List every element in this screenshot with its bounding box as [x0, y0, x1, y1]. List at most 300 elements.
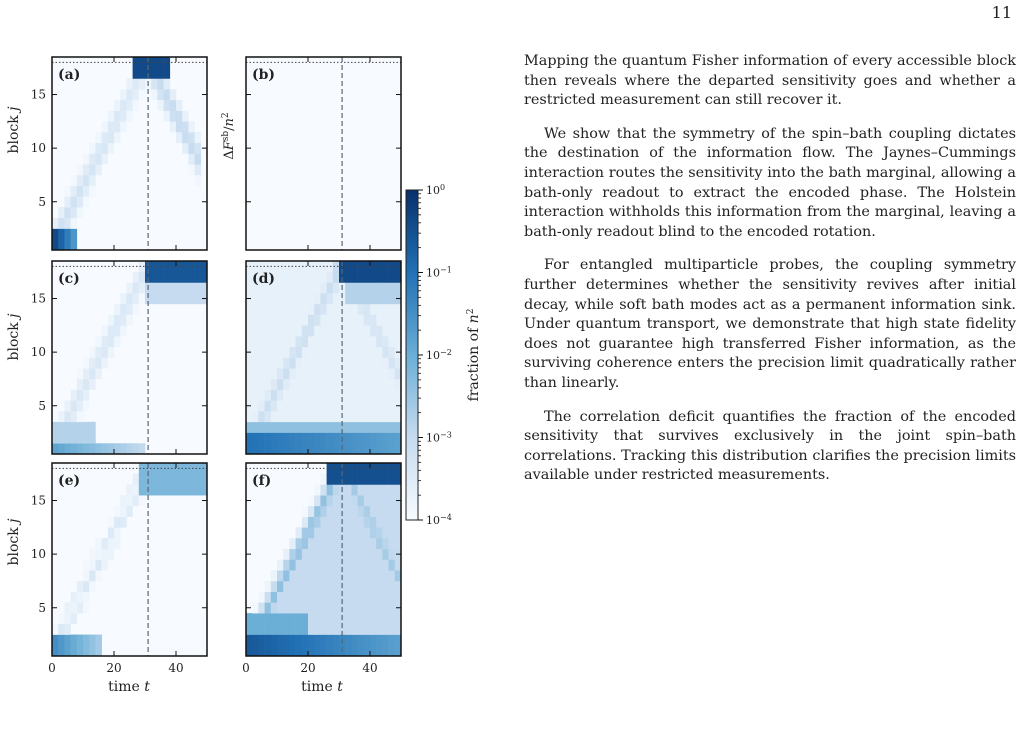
heatmap-cell — [83, 602, 90, 613]
heatmap-cell — [320, 315, 327, 326]
heatmap-cell — [358, 282, 365, 293]
x-tick-label: 0 — [48, 661, 56, 675]
heatmap-cell — [102, 336, 109, 347]
heatmap-cell — [289, 433, 296, 444]
heatmap-cell — [308, 379, 315, 390]
heatmap-cell — [252, 613, 259, 624]
heatmap-cell — [176, 100, 183, 111]
heatmap-cell — [108, 549, 115, 560]
heatmap-cell — [364, 495, 371, 506]
heatmap-cell — [351, 368, 358, 379]
heatmap-cell — [182, 272, 189, 283]
heatmap-cell — [289, 560, 296, 571]
heatmap-cell — [188, 282, 195, 293]
heatmap-panel — [242, 463, 401, 675]
heatmap-cell — [320, 474, 327, 485]
heatmap-cell — [246, 433, 253, 444]
heatmap-cell — [271, 645, 278, 656]
heatmap-cell — [327, 336, 334, 347]
heatmap-cell — [71, 635, 78, 646]
heatmap-cell — [120, 121, 127, 132]
heatmap-cell — [108, 325, 115, 336]
heatmap-cell — [126, 282, 132, 293]
heatmap-cell — [83, 164, 90, 175]
heatmap-cell — [296, 560, 303, 571]
heatmap-cell — [265, 433, 272, 444]
heatmap-cell — [120, 111, 127, 122]
heatmap-cell — [333, 390, 340, 401]
heatmap-cell — [265, 336, 272, 347]
heatmap-cell — [176, 282, 183, 293]
heatmap-cell — [283, 358, 290, 369]
heatmap-cell — [89, 443, 96, 454]
heatmap-cell — [265, 443, 272, 454]
heatmap-cell — [364, 347, 371, 358]
heatmap-cell — [314, 538, 321, 549]
heatmap-cell — [289, 282, 296, 293]
heatmap-cell — [252, 358, 259, 369]
heatmap-cell — [327, 581, 334, 592]
heatmap-cell — [370, 495, 377, 506]
heatmap-cell — [370, 443, 377, 454]
heatmap-cell — [370, 411, 377, 422]
heatmap-cell — [308, 592, 315, 603]
heatmap-cell — [382, 411, 389, 422]
heatmap-cell — [351, 422, 358, 433]
heatmap-cell — [351, 282, 358, 293]
heatmap-cell — [327, 272, 334, 283]
heatmap-cell — [277, 282, 284, 293]
heatmap-cell — [296, 411, 303, 422]
heatmap-cell — [351, 272, 358, 283]
heatmap-cell — [58, 422, 64, 433]
heatmap-cell — [382, 484, 389, 495]
heatmap-cell — [376, 517, 383, 528]
heatmap-cell — [252, 645, 259, 656]
heatmap-cell — [308, 570, 315, 581]
heatmap-cell — [277, 602, 284, 613]
heatmap-cell — [108, 443, 115, 454]
heatmap-cell — [302, 390, 309, 401]
heatmap-cell — [108, 347, 115, 358]
panel-label: (f) — [252, 473, 272, 489]
heatmap-cell — [151, 282, 158, 293]
heatmap-cell — [265, 581, 272, 592]
heatmap-cell — [289, 581, 296, 592]
heatmap-cell — [314, 517, 321, 528]
heatmap-cell — [308, 433, 315, 444]
heatmap-cell — [182, 143, 189, 154]
heatmap-cell — [133, 100, 140, 111]
heatmap-cell — [108, 527, 115, 538]
heatmap-cell — [358, 422, 365, 433]
heatmap-cell — [252, 325, 259, 336]
heatmap-cell — [58, 433, 64, 444]
heatmap-cell — [376, 613, 383, 624]
heatmap-cell — [358, 635, 365, 646]
heatmap-cell — [296, 282, 303, 293]
heatmap-cell — [182, 293, 189, 304]
heatmap-cell — [277, 422, 284, 433]
heatmap-cell — [296, 527, 303, 538]
heatmap-cell — [289, 368, 296, 379]
heatmap-cell — [314, 624, 321, 635]
heatmap-cell — [157, 89, 164, 100]
heatmap-cell — [283, 400, 290, 411]
heatmap-cell — [314, 592, 321, 603]
heatmap-panel — [31, 463, 208, 675]
heatmap-cell — [271, 315, 278, 326]
heatmap-cell — [296, 390, 303, 401]
heatmap-cell — [308, 282, 315, 293]
heatmap-cell — [95, 143, 102, 154]
heatmap-cell — [376, 293, 383, 304]
heatmap-cell — [151, 272, 158, 283]
heatmap-cell — [320, 400, 327, 411]
heatmap-cell — [277, 624, 284, 635]
heatmap-cell — [133, 78, 140, 89]
y-tick-label: 5 — [38, 398, 46, 413]
heatmap-cell — [283, 645, 290, 656]
heatmap-cell — [382, 272, 389, 283]
heatmap-cell — [351, 517, 358, 528]
heatmap-cell — [358, 336, 365, 347]
heatmap-cell — [314, 400, 321, 411]
heatmap-cell — [258, 411, 265, 422]
heatmap-cell — [95, 645, 102, 656]
heatmap-cell — [296, 400, 303, 411]
heatmap-cell — [164, 272, 171, 283]
heatmap-cell — [333, 336, 340, 347]
heatmap-cell — [77, 443, 84, 454]
heatmap-cell — [139, 282, 146, 293]
heatmap-cell — [126, 78, 132, 89]
heatmap-cell — [283, 602, 290, 613]
heatmap-cell — [302, 517, 309, 528]
heatmap-cell — [271, 433, 278, 444]
heatmap-cell — [164, 111, 171, 122]
colorbar-tick-label: $10^{-2}$ — [426, 347, 452, 362]
heatmap-cell — [151, 474, 158, 485]
panel-label: (d) — [252, 271, 276, 287]
heatmap-cell — [333, 602, 340, 613]
heatmap-cell — [327, 304, 334, 315]
heatmap-cell — [271, 581, 278, 592]
heatmap-cell — [389, 325, 396, 336]
heatmap-cell — [358, 581, 365, 592]
heatmap-cell — [252, 422, 259, 433]
heatmap-cell — [382, 624, 389, 635]
heatmap-cell — [308, 538, 315, 549]
heatmap-cell — [188, 132, 195, 143]
heatmap-cell — [351, 325, 358, 336]
heatmap-cell — [58, 624, 64, 635]
heatmap-cell — [71, 218, 78, 229]
heatmap-cell — [389, 433, 396, 444]
heatmap-cell — [58, 229, 64, 240]
heatmap-cell — [52, 422, 59, 433]
heatmap-cell — [333, 495, 340, 506]
heatmap-cell — [364, 517, 371, 528]
heatmap-cell — [376, 358, 383, 369]
heatmap-cell — [308, 495, 315, 506]
heatmap-cell — [302, 645, 309, 656]
heatmap-cell — [370, 527, 377, 538]
heatmap-cell — [308, 315, 315, 326]
heatmap-cell — [77, 422, 84, 433]
heatmap-cell — [327, 624, 334, 635]
heatmap-cell — [170, 111, 177, 122]
heatmap-cell — [95, 336, 102, 347]
panel-b-ylabel: $\Delta F^{sb}/n^2$ — [221, 112, 237, 160]
heatmap-cell — [333, 272, 340, 283]
heatmap-cell — [246, 304, 253, 315]
heatmap-cell — [95, 154, 102, 165]
heatmap-cell — [345, 506, 352, 517]
heatmap-cell — [333, 645, 340, 656]
heatmap-cell — [77, 186, 84, 197]
heatmap-cell — [358, 602, 365, 613]
heatmap-cell — [296, 549, 303, 560]
heatmap-cell — [389, 527, 396, 538]
heatmap-cell — [283, 635, 290, 646]
heatmap-cell — [120, 517, 127, 528]
heatmap-cell — [83, 570, 90, 581]
heatmap-cell — [327, 390, 334, 401]
heatmap-cell — [114, 538, 121, 549]
heatmap-cell — [376, 379, 383, 390]
heatmap-cell — [252, 379, 259, 390]
heatmap-cell — [345, 336, 352, 347]
heatmap-cell — [302, 635, 309, 646]
heatmap-cell — [83, 422, 90, 433]
heatmap-cell — [327, 293, 334, 304]
heatmap-cell — [64, 239, 71, 250]
heatmap-cell — [265, 304, 272, 315]
heatmap-cell — [252, 624, 259, 635]
heatmap-cell — [151, 293, 158, 304]
heatmap-cell — [277, 293, 284, 304]
heatmap-cell — [246, 635, 253, 646]
heatmap-cell — [327, 443, 334, 454]
heatmap-cell — [370, 422, 377, 433]
heatmap-cell — [358, 272, 365, 283]
heatmap-cell — [358, 495, 365, 506]
heatmap-cell — [382, 645, 389, 656]
heatmap-cell — [95, 538, 102, 549]
heatmap-cell — [176, 111, 183, 122]
heatmap-cell — [246, 443, 253, 454]
heatmap-cell — [308, 527, 315, 538]
heatmap-cell — [351, 315, 358, 326]
heatmap-cell — [314, 495, 321, 506]
heatmap-panel — [246, 57, 401, 250]
heatmap-cell — [296, 422, 303, 433]
heatmap-cell — [327, 560, 334, 571]
heatmap-cell — [289, 379, 296, 390]
heatmap-cell — [320, 336, 327, 347]
heatmap-cell — [370, 474, 377, 485]
heatmap-cell — [320, 538, 327, 549]
heatmap-cell — [289, 358, 296, 369]
heatmap-cell — [77, 207, 84, 218]
heatmap-cell — [382, 635, 389, 646]
heatmap-cell — [277, 592, 284, 603]
heatmap-cell — [258, 304, 265, 315]
heatmap-cell — [71, 207, 78, 218]
heatmap-cell — [296, 336, 303, 347]
heatmap-cell — [64, 196, 71, 207]
heatmap-cell — [364, 560, 371, 571]
heatmap-cell — [320, 368, 327, 379]
paragraph: For entangled multiparticle probes, the coupling symmetry further determines whether the sensitivity revives after initial decay, while soft bath modes act as a permanent information sink. Under quantum transport, we demonstrate that high state fidelity does not guarantee high transferred Fisher information, as the surviving coherence enters the precision limit quadratically rather than linearly. — [524, 257, 1016, 391]
heatmap-panel — [31, 261, 208, 454]
heatmap-cell — [333, 570, 340, 581]
heatmap-cell — [327, 411, 334, 422]
heatmap-cell — [314, 560, 321, 571]
heatmap-cell — [345, 549, 352, 560]
heatmap-cell — [252, 304, 259, 315]
heatmap-cell — [320, 506, 327, 517]
heatmap-cell — [188, 121, 195, 132]
heatmap-cell — [157, 272, 164, 283]
heatmap-cell — [308, 336, 315, 347]
x-tick-label: 40 — [362, 661, 378, 675]
heatmap-cell — [302, 315, 309, 326]
heatmap-cell — [345, 613, 352, 624]
heatmap-cell — [314, 325, 321, 336]
heatmap-cell — [52, 443, 59, 454]
heatmap-cell — [296, 581, 303, 592]
heatmap-cell — [258, 624, 265, 635]
heatmap-cell — [345, 443, 352, 454]
heatmap-cell — [246, 411, 253, 422]
heatmap-cell — [126, 89, 132, 100]
heatmap-cell — [327, 506, 334, 517]
heatmap-cell — [364, 443, 371, 454]
heatmap-cell — [283, 282, 290, 293]
heatmap-cell — [139, 474, 146, 485]
heatmap-cell — [314, 570, 321, 581]
heatmap-cell — [114, 506, 121, 517]
heatmap-cell — [302, 411, 309, 422]
heatmap-cell — [83, 368, 90, 379]
heatmap-cell — [376, 347, 383, 358]
heatmap-cell — [176, 272, 183, 283]
heatmap-cell — [296, 613, 303, 624]
heatmap-cell — [320, 422, 327, 433]
heatmap-cell — [277, 325, 284, 336]
heatmap-cell — [333, 347, 340, 358]
heatmap-cell — [370, 624, 377, 635]
heatmap-cell — [382, 495, 389, 506]
panel-background — [246, 57, 401, 250]
heatmap-cell — [120, 325, 127, 336]
heatmap-cell — [327, 517, 334, 528]
heatmap-cell — [382, 592, 389, 603]
heatmap-cell — [95, 358, 102, 369]
heatmap-cell — [351, 581, 358, 592]
heatmap-cell — [89, 347, 96, 358]
heatmap-cell — [77, 390, 84, 401]
heatmap-cell — [333, 282, 340, 293]
heatmap-cell — [376, 443, 383, 454]
heatmap-cell — [327, 368, 334, 379]
heatmap-cell — [139, 89, 146, 100]
heatmap-cell — [314, 635, 321, 646]
heatmap-cell — [77, 164, 84, 175]
heatmap-cell — [320, 390, 327, 401]
heatmap-cell — [364, 645, 371, 656]
heatmap-cell — [271, 400, 278, 411]
heatmap-cell — [277, 347, 284, 358]
heatmap-cell — [265, 400, 272, 411]
heatmap-cell — [382, 538, 389, 549]
heatmap-cell — [358, 304, 365, 315]
heatmap-cell — [271, 368, 278, 379]
heatmap-cell — [157, 282, 164, 293]
heatmap-cell — [351, 433, 358, 444]
heatmap-cell — [382, 315, 389, 326]
heatmap-cell — [289, 347, 296, 358]
heatmap-cell — [364, 581, 371, 592]
panel-label: (c) — [58, 271, 80, 287]
heatmap-cell — [252, 315, 259, 326]
heatmap-cell — [320, 613, 327, 624]
heatmap-cell — [389, 495, 396, 506]
heatmap-cell — [71, 400, 78, 411]
heatmap-cell — [271, 624, 278, 635]
heatmap-cell — [271, 635, 278, 646]
heatmap-cell — [133, 474, 140, 485]
heatmap-cell — [320, 527, 327, 538]
heatmap-cell — [195, 293, 202, 304]
heatmap-cell — [333, 527, 340, 538]
x-tick-label: 0 — [242, 661, 250, 675]
heatmap-cell — [283, 624, 290, 635]
heatmap-cell — [320, 635, 327, 646]
heatmap-cell — [157, 78, 164, 89]
heatmap-cell — [327, 538, 334, 549]
heatmap-cell — [83, 433, 90, 444]
heatmap-cell — [133, 68, 140, 79]
heatmap-cell — [327, 570, 334, 581]
heatmap-cell — [327, 433, 334, 444]
heatmap-cell — [164, 282, 171, 293]
heatmap-cell — [333, 293, 340, 304]
heatmap-cell — [302, 592, 309, 603]
heatmap-cell — [370, 635, 377, 646]
heatmap-cell — [370, 538, 377, 549]
heatmap-cell — [133, 293, 140, 304]
heatmap-cell — [252, 411, 259, 422]
heatmap-cell — [252, 336, 259, 347]
heatmap-cell — [370, 560, 377, 571]
heatmap-cell — [389, 422, 396, 433]
heatmap-cell — [351, 570, 358, 581]
heatmap-cell — [320, 325, 327, 336]
heatmap-cell — [358, 592, 365, 603]
heatmap-cell — [176, 484, 183, 495]
heatmap-cell — [333, 560, 340, 571]
heatmap-cell — [389, 282, 396, 293]
heatmap-cell — [345, 527, 352, 538]
heatmap-cell — [120, 293, 127, 304]
heatmap-cell — [296, 358, 303, 369]
heatmap-cell — [314, 484, 321, 495]
heatmap-cell — [102, 549, 109, 560]
heatmap-cell — [182, 474, 189, 485]
